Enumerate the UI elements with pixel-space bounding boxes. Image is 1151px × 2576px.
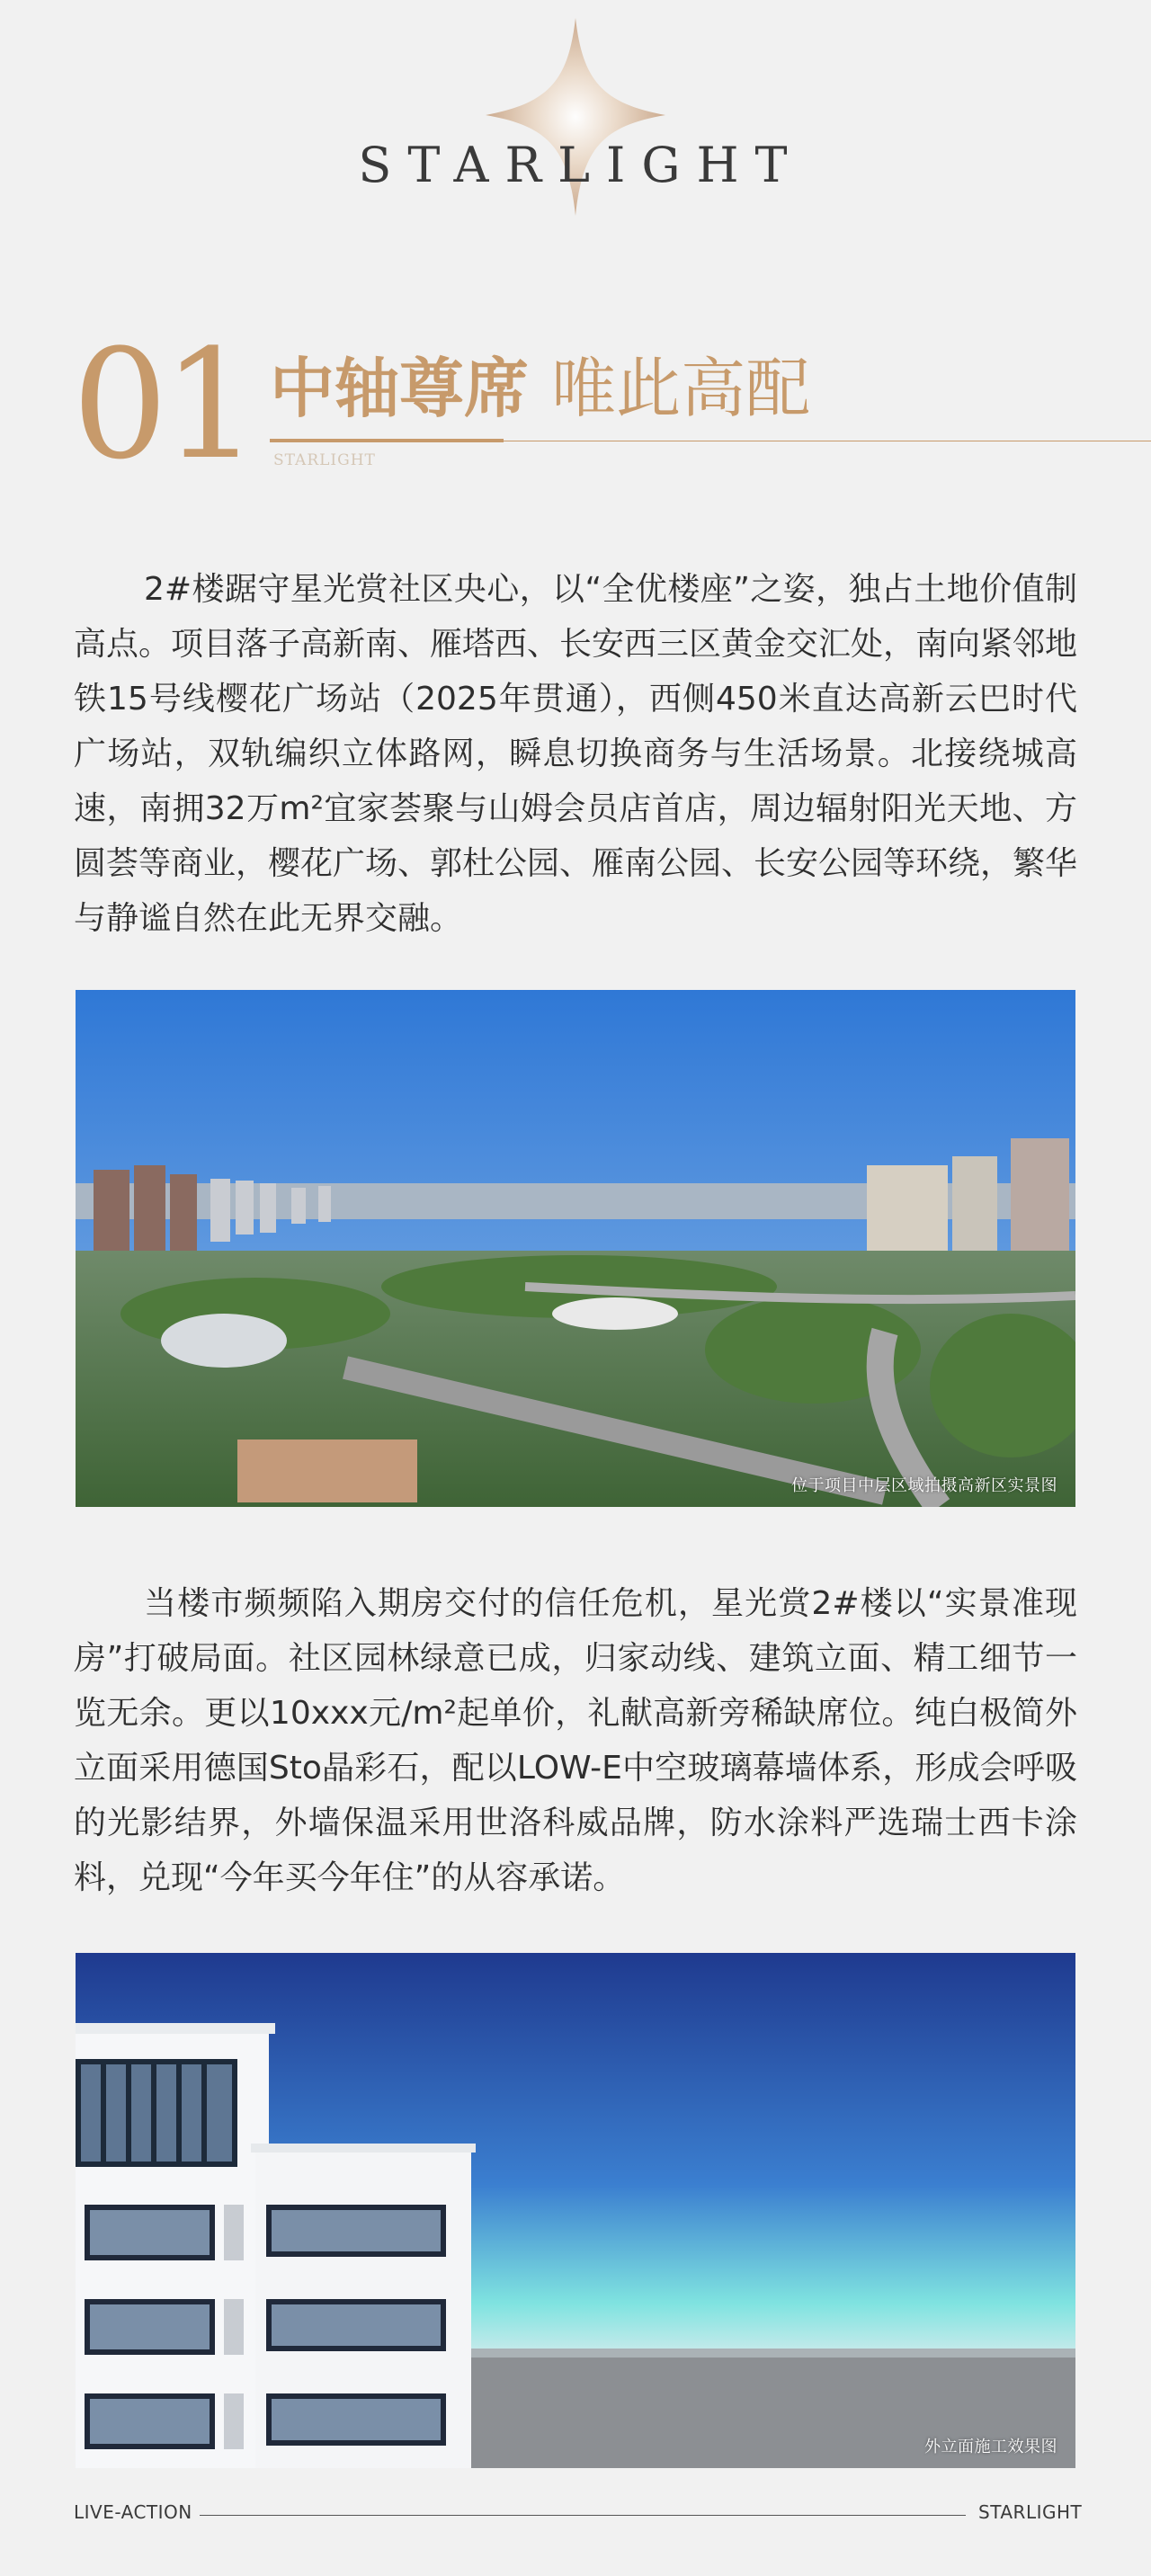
section-divider-thick <box>270 439 504 442</box>
city-aerial-image <box>76 990 1075 1507</box>
body-paragraph-delivery: 当楼市频频陷入期房交付的信任危机，星光赏2#楼以“实景准现房”打破局面。社区园林绿意已成，归家动线、建筑立面、精工细节一览无余。更以10xxx元/m²起单价，礼献高新旁稀缺席位。纯白极简外立面采用德国Sto晶彩石，配以LOW-E中空玻璃幕墙体系，形成会呼吸的光影结界，外墙保温采用世洛科威品牌，防水涂料严选瑞士西卡涂料，兑现“今年买今年住”的从容承诺。 <box>74 1585 1077 1896</box>
brand-logo <box>0 0 1151 225</box>
footer-divider <box>200 2515 966 2516</box>
section-title-bold: 中轴尊席 <box>270 351 530 426</box>
section-title <box>270 343 810 433</box>
brand-wordmark: STARLIGHT <box>358 137 804 193</box>
footer-label-right: STARLIGHT <box>978 2501 1083 2523</box>
facade-render-image <box>76 1953 1075 2468</box>
body-paragraph-location: 2#楼踞守星光赏社区央心，以“全优楼座”之姿，独占土地价值制高点。项目落子高新南、雁塔西、长安西三区黄金交汇处，南向紧邻地铁15号线樱花广场站（2025年贯通），西侧450米直达高新云巴时代广场站，双轨编织立体路网，瞬息切换商务与生活场景。北接绕城高速，南拥32万m²宜家荟聚与山姆会员店首店，周边辐射阳光天地、方圆荟等商业，樱花广场、郭杜公园、雁南公园、长安公园等环绕，繁华与静谧自然在此无界交融。 <box>74 571 1078 937</box>
photo-caption-facade: 外立面施工效果图 <box>924 2438 1057 2456</box>
building-facade-render <box>76 1953 1075 2468</box>
city-aerial-photo <box>76 990 1075 1507</box>
photo-caption-city: 位于项目中层区域拍摄高新区实景图 <box>791 1476 1057 1495</box>
footer-label-left: LIVE-ACTION <box>74 2501 192 2523</box>
section-number: 01 <box>72 316 254 493</box>
section-subtitle: STARLIGHT <box>273 451 376 469</box>
section-title-light: 唯此高配 <box>551 351 811 426</box>
